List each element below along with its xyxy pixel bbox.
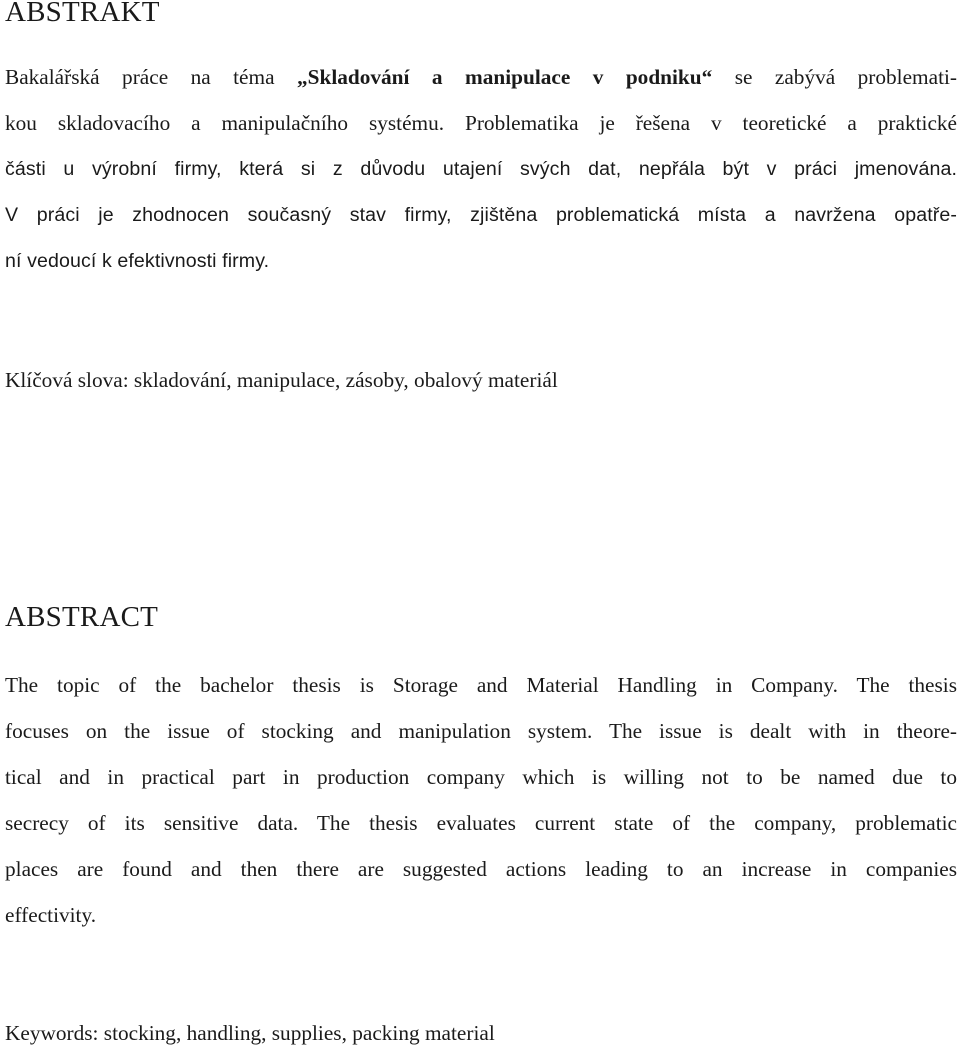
thesis-title-bold: „Skladování a manipulace v podniku“ — [296, 65, 713, 89]
english-abstract-line: effectivity. — [5, 903, 97, 927]
czech-abstract-line: části u výrobní firmy, která si z důvodu utajení svých dat, nepřála být v práci jmenována. — [5, 158, 957, 180]
czech-abstract-line: ní vedoucí k efektivnosti firmy. — [5, 250, 270, 272]
english-abstract-line: The topic of the bachelor thesis is Storage and Material Handling in Company. The thesis — [5, 673, 957, 697]
english-keywords: Keywords: stocking, handling, supplies, packing material — [5, 1021, 495, 1045]
czech-abstract-heading: ABSTRAKT — [5, 0, 160, 28]
czech-abstract-paragraph — [5, 54, 957, 284]
czech-abstract-line: Bakalářská práce na téma „Skladování a manipulace v podniku“ se zabývá problemati- — [5, 65, 957, 89]
english-abstract-paragraph — [5, 662, 957, 938]
english-abstract-line: focuses on the issue of stocking and manipulation system. The issue is dealt with in theore- — [5, 719, 957, 743]
english-abstract-heading: ABSTRACT — [5, 601, 159, 633]
english-abstract-line: secrecy of its sensitive data. The thesis evaluates current state of the company, problematic — [5, 811, 957, 835]
english-abstract-line: places are found and then there are suggested actions leading to an increase in companies — [5, 857, 957, 881]
english-abstract-line: tical and in practical part in production company which is willing not to be named due to — [5, 765, 957, 789]
czech-keywords: Klíčová slova: skladování, manipulace, zásoby, obalový materiál — [5, 368, 558, 392]
czech-abstract-line: V práci je zhodnocen současný stav firmy, zjištěna problematická místa a navržena opatře- — [5, 204, 957, 226]
czech-abstract-line: kou skladovacího a manipulačního systému. Problematika je řešena v teoretické a praktické — [5, 111, 957, 135]
